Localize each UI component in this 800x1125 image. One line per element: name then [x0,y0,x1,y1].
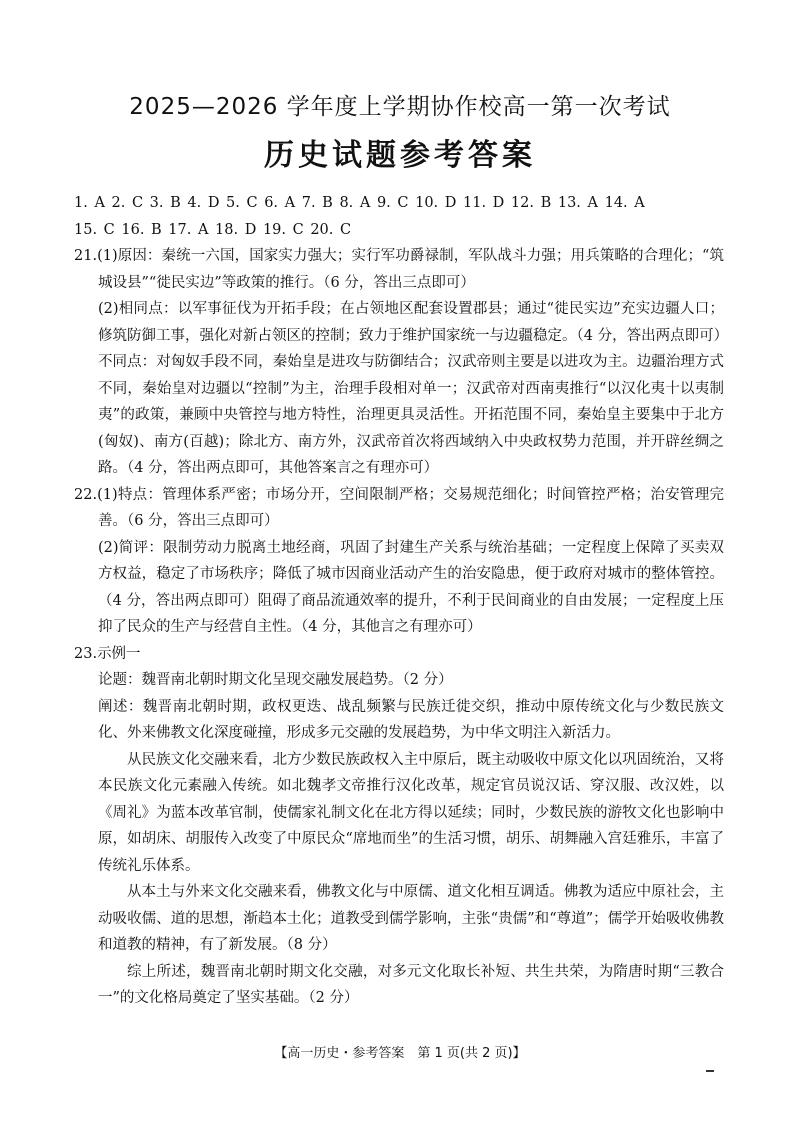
q21-part-2: (2)相同点：以军事征伐为开拓手段；在占领地区配套设置郡县；通过“徙民实边”充实边疆人口；修筑防御工事，强化对新占领区的控制；致力于维护国家统一与边疆稳定。（4 分，答出两点即可） [98,301,729,344]
question-22 [74,482,724,641]
answer-content [74,190,729,1012]
document-title: 历史试题参考答案 [264,138,536,173]
q23-header [74,641,724,668]
choice-answers-line-1: 1. A 2. C 3. B 4. D 5. C 6. A 7. B 8. A 9. C 10. D 11. D 12. B 13. A 14. A [74,195,645,211]
q22-part-1-text: (1)特点：管理体系严密；市场分开，空间限制严格；交易规范细化；时间管控严格；治安管理完善。（6 分，答出三点即可） [97,486,724,529]
q21-number: 21. [74,248,98,264]
q23-thesis: 论题：魏晋南北朝时期文化呈现交融发展趋势。（2 分） [98,672,453,688]
q21-part-1 [74,243,724,296]
q22-part-2: (2)简评：限制劳动力脱离土地经商，巩固了封建生产关系与统治基础；一定程度上保障了买卖双方权益，稳定了市场秩序；降低了城市因商业活动产生的治安隐患，便于政府对城市的整体管控。（4 分，答出两点即可）阻碍了商品流通效率的提升，不利于民间商业的自由发展；一定程度上压抑了民众的生产与经营自主性。（4 分，其他言之有理亦可） [98,539,724,635]
q22-number: 22. [74,486,98,503]
corner-mark [706,1070,714,1072]
choice-answers-line-2: 15. C 16. B 17. A 18. D 19. C 20. C [74,221,352,238]
q23-paragraph-1: 从民族文化交融来看，北方少数民族政权入主中原后，既主动吸收中原文化以巩固统治，又将本民族文化元素融入传统。如北魏孝文帝推行汉化改革，规定官员说汉话、穿汉服、改汉姓，以《周礼》为蓝本改革官制，使儒家礼制文化在北方得以延续；同时，少数民族的游牧文化也影响中原，如胡床、胡服传入改变了中原民众“席地而坐”的生活习惯，胡乐、胡舞融入宫廷雅乐，丰富了传统礼乐体系。 [98,751,724,874]
question-21 [74,243,729,482]
q23-paragraph-2: 从本土与外来文化交融来看，佛教文化与中原儒、道文化相互调适。佛教为适应中原社会，主动吸收儒、道的思想，渐趋本土化；道教受到儒学影响，主张“贵儒”和“尊道”；儒学开始吸收佛教和道教的精神，有了新发展。（8 分） [98,884,724,953]
q23-paragraph-3: 综上所述，魏晋南北朝时期文化交融，对多元文化取长补短、共生共荣，为隋唐时期“三教合一”的文化格局奠定了坚实基础。（2 分） [98,963,724,1006]
q23-explanation: 阐述：魏晋南北朝时期，政权更迭、战乱频繁与民族迁徙交织，推动中原传统文化与少数民族文化、外来佛教文化深度碰撞，形成多元交融的发展趋势，为中华文明注入新活力。 [98,698,724,741]
page-footer: 【高一历史・参考答案 第 1 页(共 2 页)】 [274,1046,526,1061]
q21-part-2-differences: 不同点：对匈奴手段不同，秦始皇是进攻与防御结合；汉武帝则主要是以进攻为主。边疆治理方式不同，秦始皇对边疆以“控制”为主，治理手段相对单一；汉武帝对西南夷推行“以汉化夷十以夷制夷”的政策，兼顾中央管控与地方特性，治理更具灵活性。开拓范围不同，秦始皇主要集中于北方(匈奴)、南方(百越)；除北方、南方外，汉武帝首次将西域纳入中央政权势力范围，并开辟丝绸之路。（4 分，答出两点即可，其他答案言之有理亦可） [98,354,724,476]
q22-part-1 [74,482,724,535]
q21-part-1-text: (1)原因：秦统一六国，国家实力强大；实行军功爵禄制，军队战斗力强；用兵策略的合理化；“筑城设县”“徙民实边”等政策的推行。（6 分，答出三点即可） [97,248,724,291]
exam-title: 2025—2026 学年度上学期协作校高一第一次考试 [129,94,671,120]
q23-example-label: 示例一 [97,645,141,662]
q23-number: 23. [74,645,98,662]
question-23 [74,641,724,1012]
